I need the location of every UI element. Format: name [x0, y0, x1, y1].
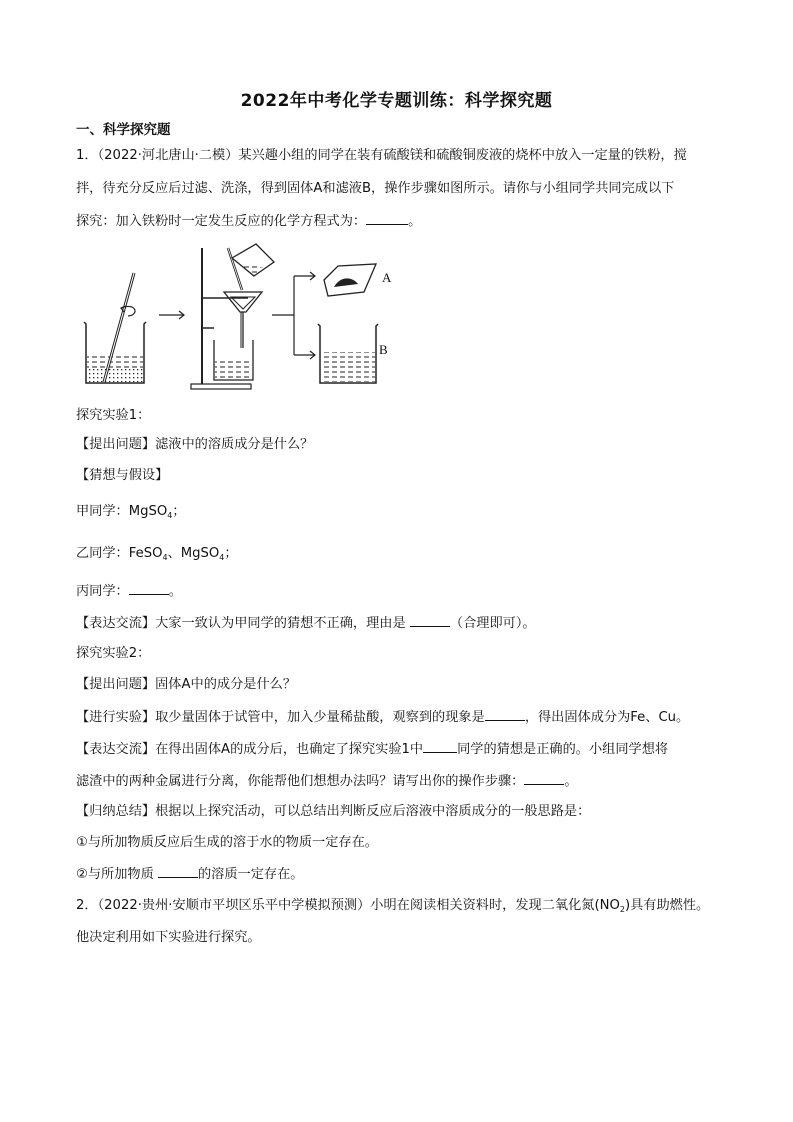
- conclusion-2: [76, 865, 303, 884]
- ask2-tag: 【提出问题】: [76, 677, 156, 692]
- filtration-apparatus: [191, 244, 274, 389]
- conclusion-2-text: ②与所加物质: [76, 867, 158, 882]
- q1-line-3-text: 探究：加入铁粉时一定发生反应的化学方程式为：: [76, 214, 367, 229]
- exchange2-text: 在得出固体A的成分后，也确定了探究实验1中: [155, 742, 424, 757]
- experiment-text: 取少量固体于试管中，加入少量稀盐酸，观察到的现象是: [155, 710, 485, 725]
- experiment-line: [76, 708, 689, 727]
- answer-blank[interactable]: [524, 772, 564, 785]
- filter-paper-solid-a: [324, 264, 376, 296]
- yi-text: 乙同学：FeSO: [76, 546, 163, 561]
- answer-blank[interactable]: [485, 708, 525, 721]
- exchange2-end: 。: [564, 774, 578, 789]
- ask1-tag: 【提出问题】: [76, 437, 156, 452]
- conclusion-2-end: 的溶质一定存在。: [197, 867, 304, 882]
- output-bracket: [272, 272, 315, 359]
- q2-line-2: 他决定利用如下实验进行探究。: [76, 930, 261, 945]
- q2-subscript: 2: [619, 905, 625, 914]
- answer-blank[interactable]: [410, 614, 450, 627]
- exp1-heading: 探究实验1：: [76, 408, 151, 423]
- exchange2-text-2: 同学的猜想是正确的。小组同学想将: [457, 742, 669, 757]
- exchange2-line-1: [76, 740, 668, 759]
- q1-line-3-end: 。: [408, 214, 422, 229]
- exchange2-text-3: 滤渣中的两种金属进行分离，你能帮他们想想办法吗？请写出你的操作步骤：: [76, 774, 525, 789]
- yi-line: [76, 545, 238, 567]
- summary-line: [76, 803, 590, 821]
- exchange1-tag: 【表达交流】: [76, 616, 156, 631]
- answer-blank[interactable]: [423, 740, 457, 753]
- q1-line-2: 拌，待充分反应后过滤、洗涤，得到固体A和滤液B，操作步骤如图所示。请你与小组同学共同完成以下: [76, 181, 675, 196]
- filtration-diagram: [76, 240, 416, 392]
- ask1-line: [76, 436, 313, 454]
- q1-line-3: [76, 212, 421, 231]
- answer-blank[interactable]: [129, 582, 169, 595]
- exchange1-end: （合理即可）。: [449, 616, 536, 631]
- page-title: 2022年中考化学专题训练：科学探究题: [240, 91, 553, 111]
- beaker-filtrate-b: [318, 324, 378, 383]
- summary-tag: 【归纳总结】: [76, 804, 156, 819]
- bing-line: [76, 582, 182, 601]
- yi-subscript-2: 4: [219, 553, 225, 562]
- ask1-text: 滤液中的溶质成分是什么？: [155, 437, 314, 452]
- jia-end: ；: [172, 504, 186, 519]
- ask2-line: [76, 676, 296, 694]
- experiment-tag: 【进行实验】: [76, 710, 156, 725]
- bing-text: 丙同学：: [76, 584, 129, 599]
- exchange1-text: 大家一致认为甲同学的猜想不正确，理由是: [155, 616, 410, 631]
- section-heading: 一、科学探究题: [76, 122, 171, 138]
- jia-line: [76, 503, 186, 525]
- q1-line-1: 1．（2022·河北唐山·二模）某兴趣小组的同学在装有硫酸镁和硫酸铜废液的烧杯中放入一定量的铁粉，搅: [76, 148, 687, 163]
- q2-line-1: [76, 897, 709, 919]
- jia-text: 甲同学：MgSO: [76, 504, 168, 519]
- yi-mid: 、MgSO: [167, 546, 220, 561]
- ask2-text: 固体A中的成分是什么？: [155, 677, 297, 692]
- q2-text: 2．（2022·贵州·安顺市平坝区乐平中学模拟预测）小明在阅读相关资料时，发现二氧化氮(NO: [76, 898, 620, 913]
- exchange2-line-2: [76, 772, 578, 791]
- conclusion-1: ①与所加物质反应后生成的溶于水的物质一定存在。: [76, 835, 378, 850]
- experiment-end: ，得出固体成分为Fe、Cu。: [524, 710, 690, 725]
- exp2-heading: 探究实验2：: [76, 646, 151, 661]
- label-a: A: [382, 270, 392, 285]
- label-b: B: [379, 342, 388, 357]
- exchange1-line: [76, 614, 536, 633]
- flow-arrow: [159, 311, 184, 319]
- yi-end: ；: [224, 546, 238, 561]
- exchange2-tag: 【表达交流】: [76, 742, 156, 757]
- answer-blank[interactable]: [366, 212, 408, 225]
- guess-heading: 【猜想与假设】: [76, 468, 169, 483]
- yi-subscript-1: 4: [162, 553, 168, 562]
- q2-text-end: )具有助燃性。: [624, 898, 710, 913]
- answer-blank[interactable]: [158, 865, 198, 878]
- bing-end: 。: [168, 584, 182, 599]
- jia-subscript: 4: [167, 511, 173, 520]
- beaker-with-stirring-rod: [84, 273, 146, 383]
- summary-text: 根据以上探究活动，可以总结出判断反应后溶液中溶质成分的一般思路是：: [155, 804, 591, 819]
